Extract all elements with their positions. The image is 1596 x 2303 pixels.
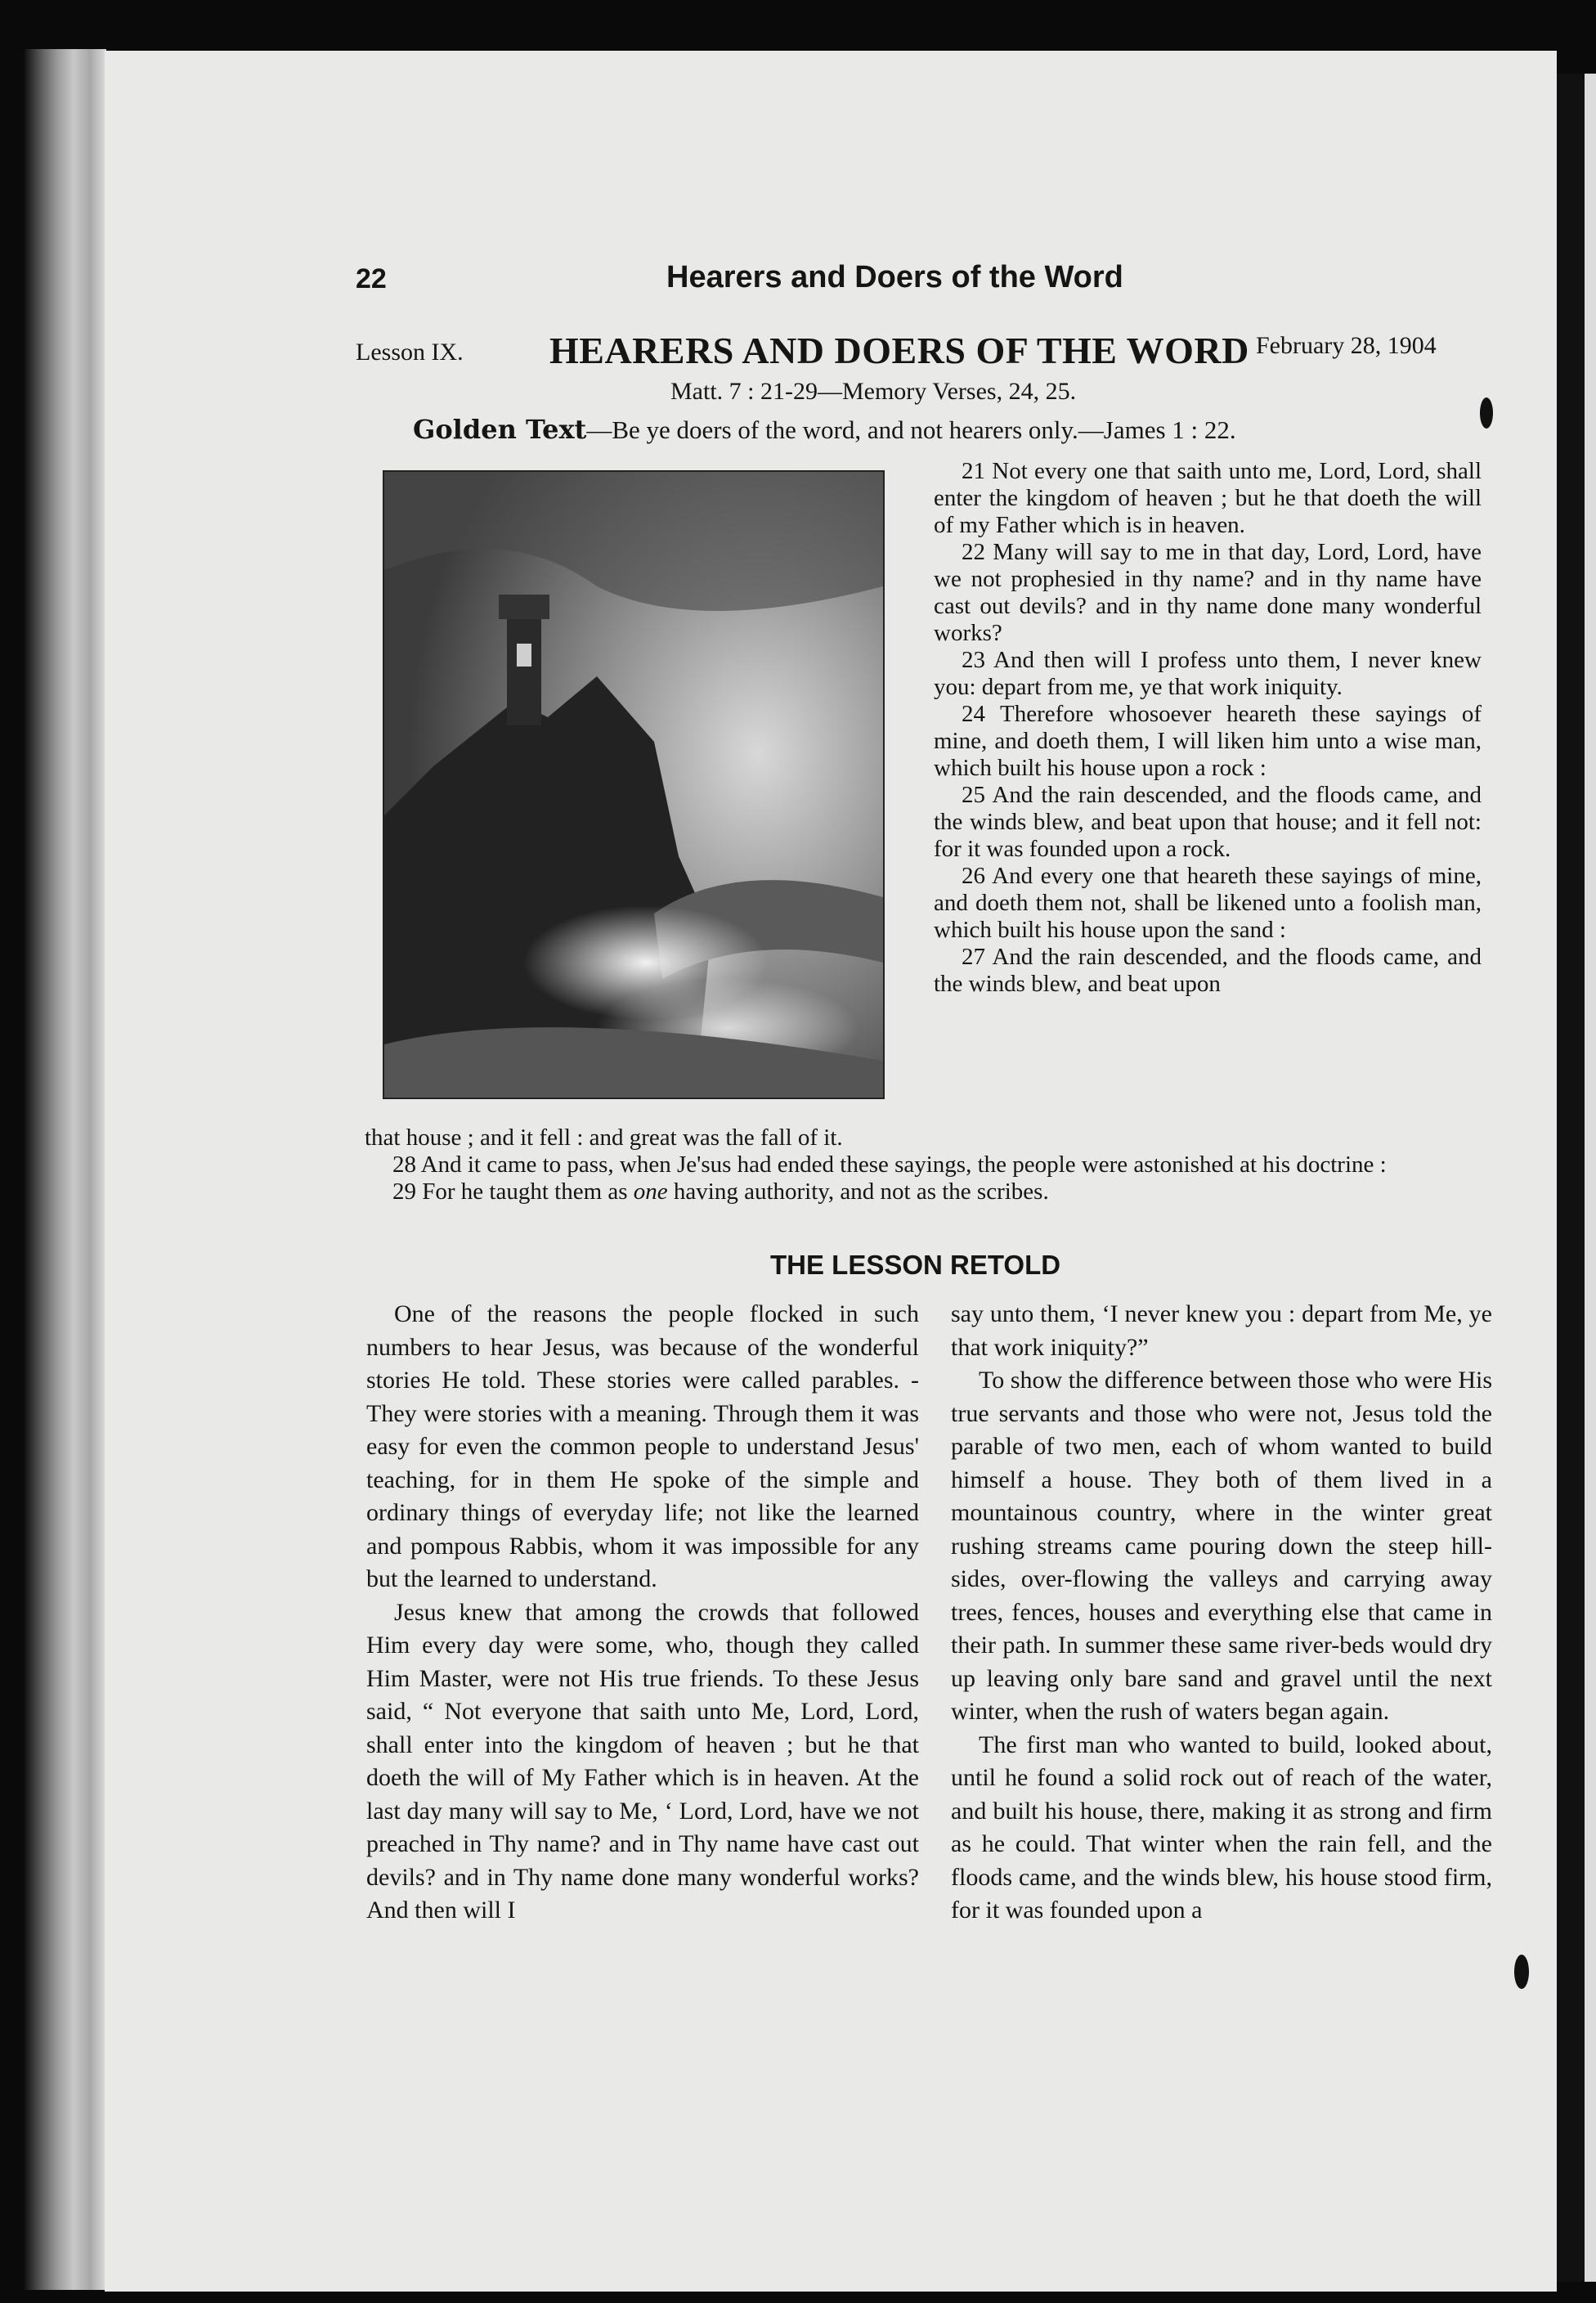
lighthouse-illustration — [383, 470, 885, 1099]
verse-21: 21 Not every one that saith unto me, Lord, Lord, shall enter the kingdom of heaven ; but he that doeth the will of my Father which is in heaven. — [934, 458, 1482, 538]
verse-29-italic: one — [633, 1178, 668, 1205]
verse-26: 26 And every one that heareth these sayings of mine, and doeth them not, shall be likened unto a foolish man, which built his house upon the sand : — [934, 863, 1482, 943]
scripture-verses-full-width — [365, 1125, 1477, 1205]
golden-text-label: Golden Text — [413, 414, 587, 445]
paragraph: say unto them, ‘I never knew you : depart from Me, ye that work iniquity?” — [951, 1300, 1492, 1361]
verse-23: 23 And then will I profess unto them, I never knew you: depart from me, ye that work iniquity. — [934, 647, 1482, 700]
verse-24: 24 Therefore whosoever heareth these sayings of mine, and doeth them, I will liken him unto a wise man, which built his house upon a rock : — [934, 701, 1482, 781]
section-heading: THE LESSON RETOLD — [770, 1250, 1061, 1280]
adjacent-page-strip — [1585, 74, 1596, 2282]
verse-29-end: having authority, and not as the scribes. — [667, 1178, 1049, 1205]
scripture-reference: Matt. 7 : 21-29—Memory Verses, 24, 25. — [670, 378, 1077, 405]
binding-hole-mark — [1480, 397, 1493, 429]
book-spine — [25, 49, 106, 2290]
lesson-title: HEARERS AND DOERS OF THE WORD — [549, 330, 1249, 371]
verse-22: 22 Many will say to me in that day, Lord, Lord, have we not prophesied in thy name? and in thy name have cast out devils? and in thy name done many wonderful works? — [934, 539, 1482, 646]
body-column-right — [951, 1298, 1492, 1928]
lesson-number: Lesson IX. — [356, 339, 464, 366]
verse-29-start: 29 For he taught them as — [392, 1178, 634, 1205]
verse-28: 28 And it came to pass, when Je'sus had ended these sayings, the people were astonished at his doctrine : — [392, 1152, 1387, 1178]
verse-25: 25 And the rain descended, and the floods came, and the winds blew, and beat upon that house; and it fell not: for it was founded upon a rock. — [934, 782, 1482, 862]
running-head: Hearers and Doers of the Word — [666, 260, 1123, 294]
verse-27-continued: that house ; and it fell : and great was the fall of it. — [365, 1125, 843, 1151]
golden-text — [413, 414, 1236, 445]
scripture-verses — [934, 458, 1482, 998]
paragraph: One of the reasons the people flocked in such numbers to hear Jesus, was because of the wonderful stories He told. These stories were called parables. - They were stories with a meaning. Through them it was easy for even the common people to understand Jesus' teaching, for in them He spoke of the simple and ordinary things of everyday life; not like the learned and pompous Rabbis, whom it was impossible for any but the learned to understand. — [366, 1300, 919, 1592]
page-number: 22 — [356, 263, 387, 294]
verse-27: 27 And the rain descended, and the floods came, and the winds blew, and beat upon — [934, 944, 1482, 997]
paragraph: To show the difference between those who were His true servants and those who were not, Jesus told the parable of two men, each of whom wanted to build himself a house. They both of them lived in a mountainous country, where in the winter great rushing streams came pouring down the steep hill-sides, over-flowing the valleys and carrying away trees, fences, houses and everything else that came in their path. In summer these same river-beds would dry up leaving only bare sand and gravel until the next winter, when the rush of waters began again. — [951, 1367, 1492, 1725]
golden-text-body: —Be ye doers of the word, and not hearers only.—James 1 : 22. — [586, 415, 1236, 444]
verse-29 — [365, 1178, 1477, 1205]
binding-hole-mark — [1514, 1955, 1529, 1989]
paragraph: Jesus knew that among the crowds that followed Him every day were some, who, though they called Him Master, were not His true friends. To these Jesus said, “ Not everyone that saith unto Me, Lord, Lord, shall enter into the kingdom of heaven ; but he that doeth the will of My Father which is in heaven. At the last day many will say to Me, ‘ Lord, Lord, have we not preached in Thy name? and in Thy name have cast out devils? and in Thy name done many wonderful works? And then will I — [366, 1598, 919, 1924]
lesson-date: February 28, 1904 — [1256, 332, 1437, 359]
paragraph: The first man who wanted to build, looked about, until he found a solid rock out of reach of the water, and built his house, there, making it as strong and firm as he could. That winter when the rain fell, and the floods came, and the winds blew, his house stood firm, for it was founded upon a — [951, 1731, 1492, 1924]
body-column-left — [366, 1298, 919, 1928]
lighthouse-picture — [384, 472, 883, 1098]
